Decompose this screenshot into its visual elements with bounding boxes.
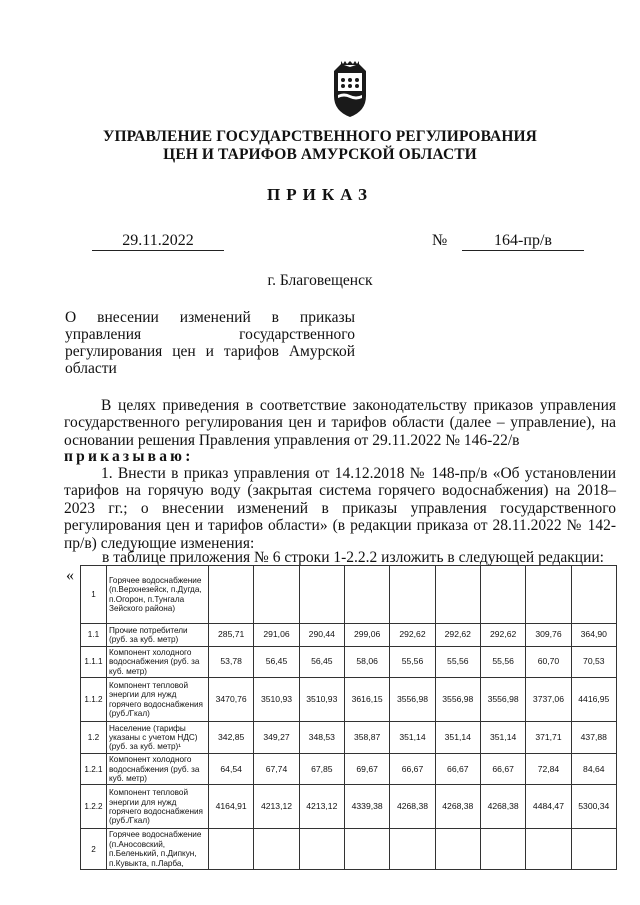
tariff-value-cell: 371,71 [526, 722, 571, 754]
tariff-value-cell [209, 566, 254, 624]
order-date: 29.11.2022 [92, 232, 224, 251]
tariff-value-cell: 72,84 [526, 754, 571, 785]
tariff-value-cell [571, 566, 616, 624]
coat-of-arms-emblem [327, 61, 373, 119]
tariff-value-cell: 64,54 [209, 754, 254, 785]
tariff-value-cell: 351,14 [390, 722, 435, 754]
tariff-value-cell: 55,56 [480, 647, 525, 678]
city: г. Благовещенск [267, 272, 373, 289]
tariff-value-cell [435, 829, 480, 870]
tariff-value-cell: 4268,38 [480, 785, 525, 829]
tariff-value-cell [390, 566, 435, 624]
order-subject: О внесении изменений в приказы управления государственного регулирования цен и тарифов Амурской области [65, 309, 355, 377]
tariff-value-cell [526, 566, 571, 624]
table-row [81, 678, 617, 722]
tariff-value-cell: 351,14 [435, 722, 480, 754]
tariff-value-cell: 3470,76 [209, 678, 254, 722]
tariff-value-cell: 67,85 [299, 754, 344, 785]
tariff-value-cell [344, 829, 389, 870]
tariff-value-cell: 299,06 [344, 624, 389, 647]
tariff-value-cell [209, 829, 254, 870]
table-row [81, 566, 617, 624]
tariff-value-cell: 53,78 [209, 647, 254, 678]
number-sign: № [432, 232, 448, 249]
row-name: Компонент тепловой энергии для нужд горячего водоснабжения (руб./Гкал) [107, 678, 209, 722]
row-number: 1.1 [81, 624, 107, 647]
tariff-value-cell [480, 566, 525, 624]
tariff-value-cell: 4416,95 [571, 678, 616, 722]
row-name: Население (тарифы указаны с учетом НДС) (руб. за куб. метр)¹ [107, 722, 209, 754]
tariff-value-cell: 3510,93 [254, 678, 299, 722]
tariff-value-cell: 3616,15 [344, 678, 389, 722]
tariff-value-cell [571, 829, 616, 870]
tariff-value-cell: 66,67 [435, 754, 480, 785]
tariff-value-cell: 3510,93 [299, 678, 344, 722]
tariff-value-cell: 5300,34 [571, 785, 616, 829]
tariff-value-cell: 309,76 [526, 624, 571, 647]
tariff-value-cell: 66,67 [390, 754, 435, 785]
tariff-value-cell: 3556,98 [390, 678, 435, 722]
item-1-paragraph: 1. Внести в приказ управления от 14.12.2018 № 148-пр/в «Об установлении тарифов на горячую воду (закрытая система горячего водоснабжения) на 2018–2023 гг.; о внесении изменений в приказы управления государственного регулирования цен и тарифов области» (в редакции приказа от 28.11.2022 № 142-пр/в) следующие изменения: [64, 465, 616, 552]
tariff-value-cell [254, 566, 299, 624]
tariff-value-cell: 437,88 [571, 722, 616, 754]
tariff-value-cell: 3556,98 [435, 678, 480, 722]
tariff-value-cell: 348,53 [299, 722, 344, 754]
decree-word: приказываю: [64, 448, 194, 465]
row-name: Компонент тепловой энергии для нужд горячего водоснабжения (руб./Гкал) [107, 785, 209, 829]
tariff-value-cell [254, 829, 299, 870]
tariff-value-cell: 351,14 [480, 722, 525, 754]
table-row [81, 722, 617, 754]
table-row [81, 647, 617, 678]
tariff-value-cell: 290,44 [299, 624, 344, 647]
table-row [81, 785, 617, 829]
tariff-value-cell: 364,90 [571, 624, 616, 647]
subitem-paragraph: в таблице приложения № 6 строки 1-2.2.2 изложить в следующей редакции: [102, 549, 604, 566]
tariff-value-cell: 285,71 [209, 624, 254, 647]
tariff-value-cell: 60,70 [526, 647, 571, 678]
table-row [81, 624, 617, 647]
tariff-value-cell: 66,67 [480, 754, 525, 785]
tariff-value-cell [390, 829, 435, 870]
tariff-value-cell: 292,62 [390, 624, 435, 647]
row-number: 1.2.2 [81, 785, 107, 829]
tariff-value-cell: 292,62 [480, 624, 525, 647]
organization-name-line2: ЦЕН И ТАРИФОВ АМУРСКОЙ ОБЛАСТИ [163, 146, 477, 163]
tariff-value-cell: 4268,38 [390, 785, 435, 829]
tariff-value-cell [344, 566, 389, 624]
row-number: 1.2 [81, 722, 107, 754]
tariff-value-cell: 55,56 [435, 647, 480, 678]
table-row [81, 754, 617, 785]
open-quote: « [66, 567, 74, 584]
table-row [81, 829, 617, 870]
tariff-value-cell [435, 566, 480, 624]
tariff-value-cell: 3556,98 [480, 678, 525, 722]
tariff-value-cell: 69,67 [344, 754, 389, 785]
tariff-value-cell [299, 566, 344, 624]
row-number: 1 [81, 566, 107, 624]
row-number: 1.1.2 [81, 678, 107, 722]
tariff-table [80, 565, 617, 870]
tariff-value-cell: 67,74 [254, 754, 299, 785]
tariff-value-cell [480, 829, 525, 870]
order-number: 164-пр/в [462, 232, 584, 251]
row-number: 2 [81, 829, 107, 870]
tariff-value-cell: 70,53 [571, 647, 616, 678]
tariff-value-cell [299, 829, 344, 870]
tariff-value-cell: 4339,38 [344, 785, 389, 829]
tariff-value-cell: 56,45 [254, 647, 299, 678]
tariff-value-cell: 4268,38 [435, 785, 480, 829]
organization-name-line1: УПРАВЛЕНИЕ ГОСУДАРСТВЕННОГО РЕГУЛИРОВАНИЯ [103, 128, 537, 145]
tariff-value-cell: 292,62 [435, 624, 480, 647]
document-title: ПРИКАЗ [267, 185, 373, 204]
tariff-value-cell: 4164,91 [209, 785, 254, 829]
tariff-value-cell: 4213,12 [299, 785, 344, 829]
tariff-value-cell: 84,64 [571, 754, 616, 785]
row-number: 1.2.1 [81, 754, 107, 785]
row-name: Горячее водоснабжение (п.Аносовский, п.Беленький, п.Дипкун, п.Кувыкта, п.Ларба, [107, 829, 209, 870]
row-name: Горячее водоснабжение (п.Верхнезейск, п.Дугда, п.Огорон, п.Тунгала Зейского района) [107, 566, 209, 624]
tariff-value-cell: 58,06 [344, 647, 389, 678]
tariff-value-cell: 56,45 [299, 647, 344, 678]
tariff-value-cell: 342,85 [209, 722, 254, 754]
tariff-value-cell [526, 829, 571, 870]
tariff-value-cell: 4213,12 [254, 785, 299, 829]
tariff-value-cell: 4484,47 [526, 785, 571, 829]
tariff-value-cell: 55,56 [390, 647, 435, 678]
tariff-value-cell: 349,27 [254, 722, 299, 754]
row-name: Прочие потребители (руб. за куб. метр) [107, 624, 209, 647]
row-name: Компонент холодного водоснабжения (руб. за куб. метр) [107, 754, 209, 785]
row-name: Компонент холодного водоснабжения (руб. за куб. метр) [107, 647, 209, 678]
row-number: 1.1.1 [81, 647, 107, 678]
tariff-value-cell: 291,06 [254, 624, 299, 647]
preamble-paragraph: В целях приведения в соответствие законодательству приказов управления государственного регулирования цен и тарифов области (далее – управление), на основании решения Правления управления от 29.11.2022 № 146-22/в [64, 397, 616, 449]
tariff-value-cell: 358,87 [344, 722, 389, 754]
tariff-value-cell: 3737,06 [526, 678, 571, 722]
